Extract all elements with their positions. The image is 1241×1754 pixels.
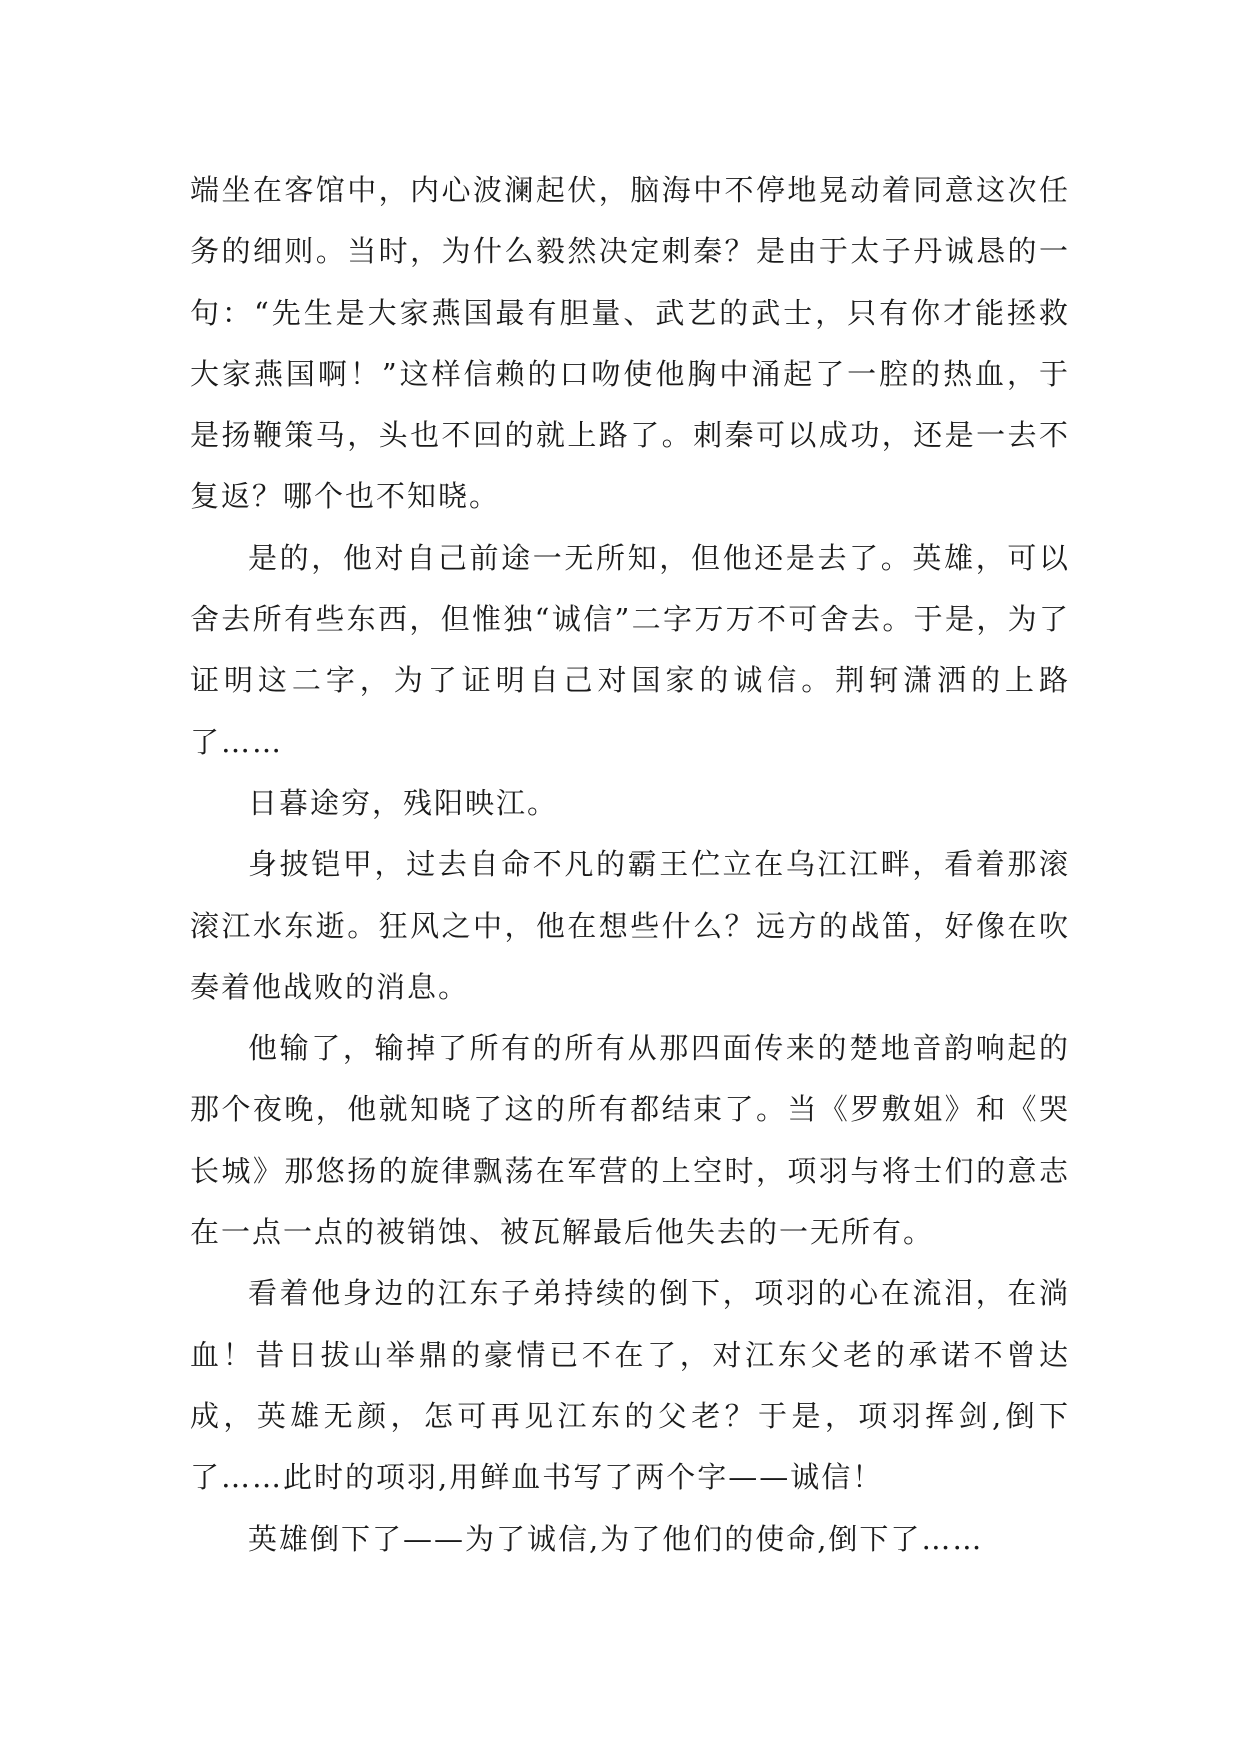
- paragraph-1: 端坐在客馆中，内心波澜起伏，脑海中不停地晃动着同意这次任务的细则。当时，为什么毅然决定刺秦？是由于太子丹诚恳的一句：“先生是大家燕国最有胆量、武艺的武士，只有你才能拯救大家燕国啊！”这样信赖的口吻使他胸中涌起了一腔的热血，于是扬鞭策马，头也不回的就上路了。刺秦可以成功，还是一去不复返？哪个也不知晓。: [190, 173, 1070, 514]
- paragraph-6: 看着他身边的江东子弟持续的倒下，项羽的心在流泪，在淌血！昔日拔山举鼎的豪情已不在了，对江东父老的承诺不曾达成，英雄无颜，怎可再见江东的父老？于是，项羽挥剑,倒下了……此时的项羽,用鲜血书写了两个字——诚信！: [190, 1276, 1070, 1495]
- body-text: [190, 160, 1070, 1570]
- paragraph-5: 他输了，输掉了所有的所有从那四面传来的楚地音韵响起的那个夜晚，他就知晓了这的所有都结束了。当《罗敷姐》和《哭长城》那悠扬的旋律飘荡在军营的上空时，项羽与将士们的意志在一点一点的被销蚀、被瓦解最后他失去的一无所有。: [190, 1031, 1070, 1250]
- paragraph-3: 日暮途穷，残阳映江。: [248, 785, 559, 820]
- paragraph-2: 是的，他对自己前途一无所知，但他还是去了。英雄，可以舍去所有些东西，但惟独“诚信”二字万万不可舍去。于是，为了证明这二字，为了证明自己对国家的诚信。荆轲潇洒的上路了……: [190, 540, 1070, 759]
- paragraph-7: 英雄倒下了——为了诚信,为了他们的使命,倒下了……: [248, 1521, 984, 1556]
- paragraph-4: 身披铠甲，过去自命不凡的霸王伫立在乌江江畔，看着那滚滚江水东逝。狂风之中，他在想些什么？远方的战笛，好像在吹奏着他战败的消息。: [190, 847, 1070, 1004]
